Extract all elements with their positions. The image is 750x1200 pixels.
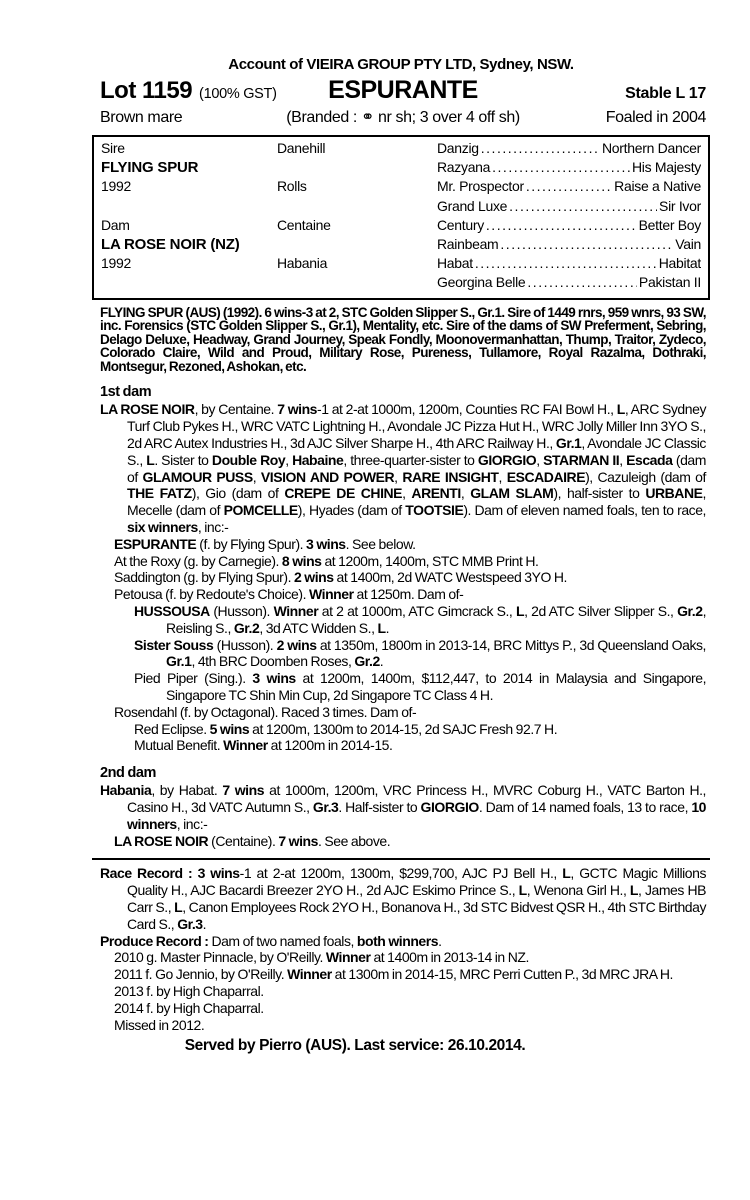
section-divider: [92, 858, 710, 860]
pedigree-row: [101, 178, 701, 197]
ancestor-name: Grand Luxe: [437, 197, 508, 214]
pedigree-ancestor-line: [437, 159, 701, 175]
produce-entry: 2011 f. Go Jennio, by O'Reilly. Winner at 1300m in 2014-15, MRC Perri Cutten P., 3d MRC JRA H.: [114, 966, 673, 983]
foal-entry: Petousa (f. by Redoute's Choice). Winner at 1250m. Dam of-: [114, 586, 464, 603]
pedigree-row: [101, 140, 701, 159]
foal-entry: ESPURANTE (f. by Flying Spur). 3 wins. See below.: [114, 535, 416, 552]
page-content: [92, 56, 710, 1055]
ancestor-name: Habat: [437, 255, 473, 272]
pedigree-ancestor-line: [437, 255, 701, 271]
foal-entry: Saddington (g. by Flying Spur). 2 wins at 1400m, 2d WATC Westspeed 3YO H.: [114, 569, 567, 586]
great-ancestor-name: Northern Dancer: [602, 140, 701, 156]
ancestor-name: Rainbeam: [437, 235, 499, 252]
pedigree-row: [101, 255, 701, 274]
service-note: Served by Pierro (AUS). Last service: 26.10.2014.: [184, 1037, 526, 1055]
leader-dots: [509, 198, 657, 214]
great-ancestor-name: Raise a Native: [614, 178, 701, 195]
body-text: [92, 306, 710, 1056]
pedigree-label: Dam: [101, 216, 130, 233]
great-ancestor-name: Better Boy: [638, 216, 701, 233]
leader-dots: [481, 140, 600, 156]
leader-dots: [526, 178, 612, 194]
lot-number: Lot 1159: [100, 77, 193, 104]
lot-left: [100, 77, 328, 105]
pedigree-horse-name: FLYING SPUR: [101, 159, 199, 177]
foal-entry: At the Roxy (g. by Carnegie). 8 wins at 1200m, 1400m, STC MMB Print H.: [114, 552, 539, 569]
account-line: Account of VIEIRA GROUP PTY LTD, Sydney, NSW.: [228, 56, 574, 73]
pedigree-grandparent: Centaine: [277, 216, 331, 233]
ancestor-name: Century: [437, 216, 484, 233]
pedigree-label: Sire: [101, 140, 125, 156]
produce-entry: 2014 f. by High Chaparral.: [114, 999, 264, 1016]
pedigree-ancestor-line: [437, 217, 701, 233]
pedigree-grandparent: Rolls: [277, 178, 307, 195]
stable-number: Stable L 17: [625, 85, 706, 102]
description-line: [92, 107, 710, 127]
pedigree-row: [101, 217, 701, 236]
ancestor-name: Georgina Belle: [437, 274, 526, 291]
pedigree-label: 1992: [101, 255, 131, 272]
ancestor-name: Mr. Prospector: [437, 178, 524, 195]
pedigree-row: [101, 274, 701, 293]
great-ancestor-name: Sir Ivor: [659, 197, 701, 214]
pedigree-row: [101, 159, 701, 178]
pedigree-label: 1992: [101, 178, 131, 195]
race-record: Race Record : 3 wins-1 at 2-at 1200m, 1300m, $299,700, AJC PJ Bell H., L, GCTC Magic Millions Quality H., AJC Bacardi Breezer 2YO H., 2d AJC Eskimo Prince S., L, Wenona Girl H., L, James HB Carr S., L, Canon Employees Rock 2YO H., Bonanova H., 3d STC Bidvest QSR H., 4th STC Birthday Card S., Gr.3.: [100, 865, 706, 932]
produce-record: Produce Record : Dam of two named foals, both winners.: [100, 932, 442, 949]
grandfoal-entry: HUSSOUSA (Husson). Winner at 2 at 1000m, ATC Gimcrack S., L, 2d ATC Silver Slipper S., Gr.2, Reisling S., Gr.2, 3d ATC Widden S., L.: [134, 603, 707, 636]
produce-entry: Missed in 2012.: [114, 1016, 205, 1033]
brand-description: (Branded : ⚭ nr sh; 3 over 4 off sh): [286, 109, 520, 126]
great-ancestor-name: Pakistan II: [638, 274, 701, 291]
leader-dots: [527, 274, 637, 290]
leader-dots: [486, 217, 637, 233]
foal-entry: LA ROSE NOIR (Centaine). 7 wins. See above.: [114, 832, 391, 849]
leader-dots: [492, 159, 630, 175]
leader-dots: [475, 255, 657, 271]
grandfoal-entry: Sister Souss (Husson). 2 wins at 1350m, 1800m in 2013-14, BRC Mittys P., 3d Queensland Oaks, Gr.1, 4th BRC Doomben Roses, Gr.2.: [134, 636, 706, 670]
pedigree-table: [92, 135, 710, 300]
produce-entry: 2013 f. by High Chaparral.: [114, 982, 264, 999]
pedigree-row: [101, 198, 701, 217]
great-ancestor-name: Vain: [675, 235, 701, 252]
pedigree-grandparent: Danehill: [277, 140, 326, 156]
colour-sex: Brown mare: [100, 109, 183, 126]
leader-dots: [500, 236, 673, 252]
pedigree-ancestor-line: [437, 198, 701, 214]
pedigree-ancestor-line: [437, 236, 701, 252]
gst-note: (100% GST): [199, 86, 277, 102]
pedigree-ancestor-line: [437, 178, 701, 194]
horse-name: ESPURANTE: [328, 76, 478, 104]
foaled-year: Foaled in 2004: [605, 109, 706, 126]
second-dam-heading: 2nd dam: [100, 765, 156, 782]
grandfoal-entry: Mutual Benefit. Winner at 1200m in 2014-15.: [134, 737, 393, 754]
pedigree-ancestor-line: [437, 140, 701, 156]
ancestor-name: Razyana: [437, 159, 491, 176]
first-dam-heading: 1st dam: [100, 384, 152, 401]
great-ancestor-name: Habitat: [658, 255, 701, 272]
dam-entry: LA ROSE NOIR, by Centaine. 7 wins-1 at 2-at 1000m, 1200m, Counties RC FAI Bowl H., L, ARC Sydney Turf Club Pykes H., WRC VATC Lightning H., Avondale JC Pizza Hut H., WRC Jolly Miller Inn 3YO S., 2d ARC Autex Industries H., 3d AJC Silver Sharpe H., 4th ARC Railway H., Gr.1, Avondale JC Classic S., L. Sister to Double Roy, Habaine, three-quarter-sister to GIORGIO, STARMAN II, Escada (dam of GLAMOUR PUSS, VISION AND POWER, RARE INSIGHT, ESCADAIRE), Cazuleigh (dam of THE FATZ), Gio (dam of CREPE DE CHINE, ARENTI, GLAM SLAM), half-sister to URBANE, Mecelle (dam of POMCELLE), Hyades (dam of TOOTSIE). Dam of eleven named foals, ten to race, six winners, inc:-: [100, 401, 706, 536]
grandfoal-entry: Pied Piper (Sing.). 3 wins at 1200m, 1400m, $112,447, to 2014 in Malaysia and Singapore, Singapore TC Shin Min Cup, 2d Singapore TC Class 4 H.: [134, 670, 707, 704]
pedigree-row: [101, 236, 701, 255]
great-ancestor-name: His Majesty: [631, 159, 701, 176]
pedigree-horse-name: LA ROSE NOIR (NZ): [101, 235, 240, 253]
ancestor-name: Danzig: [437, 140, 479, 156]
pedigree-details: [100, 384, 706, 1055]
foal-entry: Rosendahl (f. by Octagonal). Raced 3 times. Dam of-: [114, 703, 417, 720]
pedigree-grandparent: Habania: [277, 255, 328, 272]
grandfoal-entry: Red Eclipse. 5 wins at 1200m, 1300m to 2014-15, 2d SAJC Fresh 92.7 H.: [134, 720, 558, 737]
pedigree-ancestor-line: [437, 274, 701, 290]
lot-line: [92, 76, 710, 105]
sire-summary-paragraph: FLYING SPUR (AUS) (1992). 6 wins-3 at 2, STC Golden Slipper S., Gr.1. Sire of 1449 rnrs, 959 wnrs, 93 SW, inc. Forensics (STC Golden Slipper S., Gr.1), Mentality, etc. Sire of the dams of SW Preferment, Sebring, Delago Deluxe, Headway, Grand Journey, Speak Fondly, Moonovermanhattan, Thump, Traitor, Zydeco, Colorado Claire, Wild and Proud, Military Rose, Pureness, Tullamore, Royal Razalma, Dothraki, Montsegur, Rezoned, Ashokan, etc.: [100, 304, 706, 374]
produce-entry: 2010 g. Master Pinnacle, by O'Reilly. Winner at 1400m in 2013-14 in NZ.: [114, 949, 529, 966]
dam-entry: Habania, by Habat. 7 wins at 1000m, 1200m, VRC Princess H., MVRC Coburg H., VATC Barton H., Casino H., 3d VATC Autumn S., Gr.3. Half-sister to GIORGIO. Dam of 14 named foals, 13 to race, 10 winners, inc:-: [100, 782, 706, 832]
